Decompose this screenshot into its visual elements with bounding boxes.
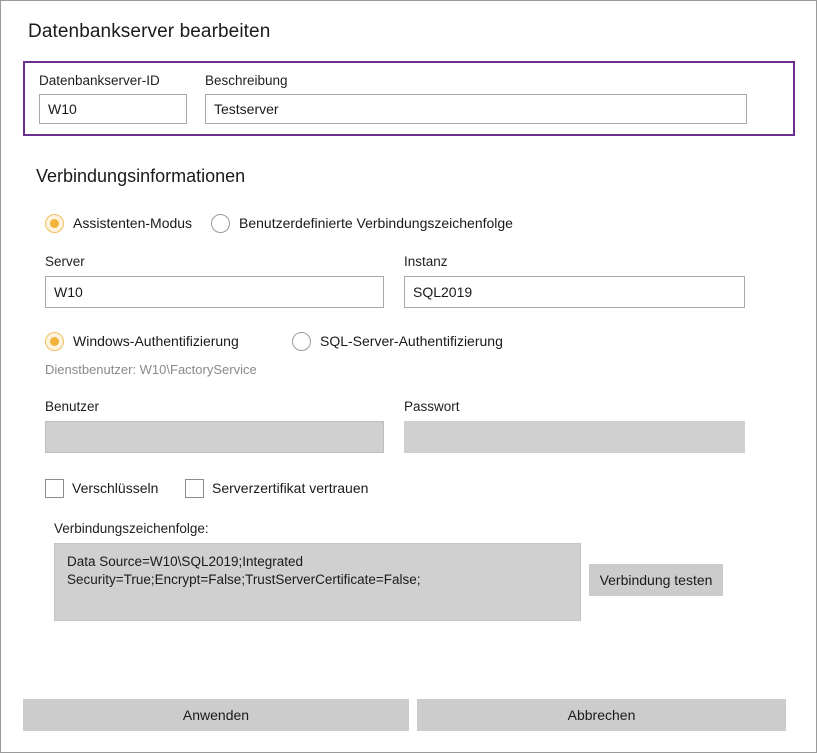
user-input[interactable] — [45, 421, 384, 453]
radio-sql-authentication-label[interactable]: SQL-Server-Authentifizierung — [320, 333, 503, 349]
description-label: Beschreibung — [205, 73, 288, 88]
radio-windows-authentication[interactable] — [45, 332, 64, 351]
db-id-input[interactable] — [39, 94, 187, 124]
encrypt-checkbox[interactable] — [45, 479, 64, 498]
trust-certificate-checkbox-label[interactable]: Serverzertifikat vertrauen — [212, 480, 369, 496]
radio-custom-connection-string-label[interactable]: Benutzerdefinierte Verbindungszeichenfolge — [239, 215, 513, 231]
cancel-button[interactable]: Abbrechen — [417, 699, 786, 731]
trust-certificate-checkbox[interactable] — [185, 479, 204, 498]
password-input[interactable] — [404, 421, 745, 453]
instance-input[interactable] — [404, 276, 745, 308]
user-label: Benutzer — [45, 399, 100, 414]
instance-label: Instanz — [404, 254, 448, 269]
connection-string-value: Data Source=W10\SQL2019;Integrated Security=True;Encrypt=False;TrustServerCertificate=False; — [54, 543, 581, 621]
description-input[interactable] — [205, 94, 747, 124]
test-connection-button[interactable]: Verbindung testen — [589, 564, 723, 596]
server-label: Server — [45, 254, 85, 269]
connection-string-label: Verbindungszeichenfolge: — [54, 521, 209, 536]
radio-custom-connection-string[interactable] — [211, 214, 230, 233]
connection-section-title: Verbindungsinformationen — [36, 166, 246, 186]
identification-group — [23, 61, 795, 136]
server-input[interactable] — [45, 276, 384, 308]
radio-windows-authentication-label[interactable]: Windows-Authentifizierung — [73, 333, 239, 349]
radio-sql-authentication[interactable] — [292, 332, 311, 351]
db-id-label: Datenbankserver-ID — [39, 73, 160, 88]
password-label: Passwort — [404, 399, 460, 414]
radio-wizard-mode[interactable] — [45, 214, 64, 233]
service-user-text: Dienstbenutzer: W10\FactoryService — [45, 362, 257, 377]
encrypt-checkbox-label[interactable]: Verschlüsseln — [72, 480, 159, 496]
apply-button[interactable]: Anwenden — [23, 699, 409, 731]
radio-wizard-mode-label[interactable]: Assistenten-Modus — [73, 215, 193, 231]
page-title: Datenbankserver bearbeiten — [28, 21, 271, 42]
